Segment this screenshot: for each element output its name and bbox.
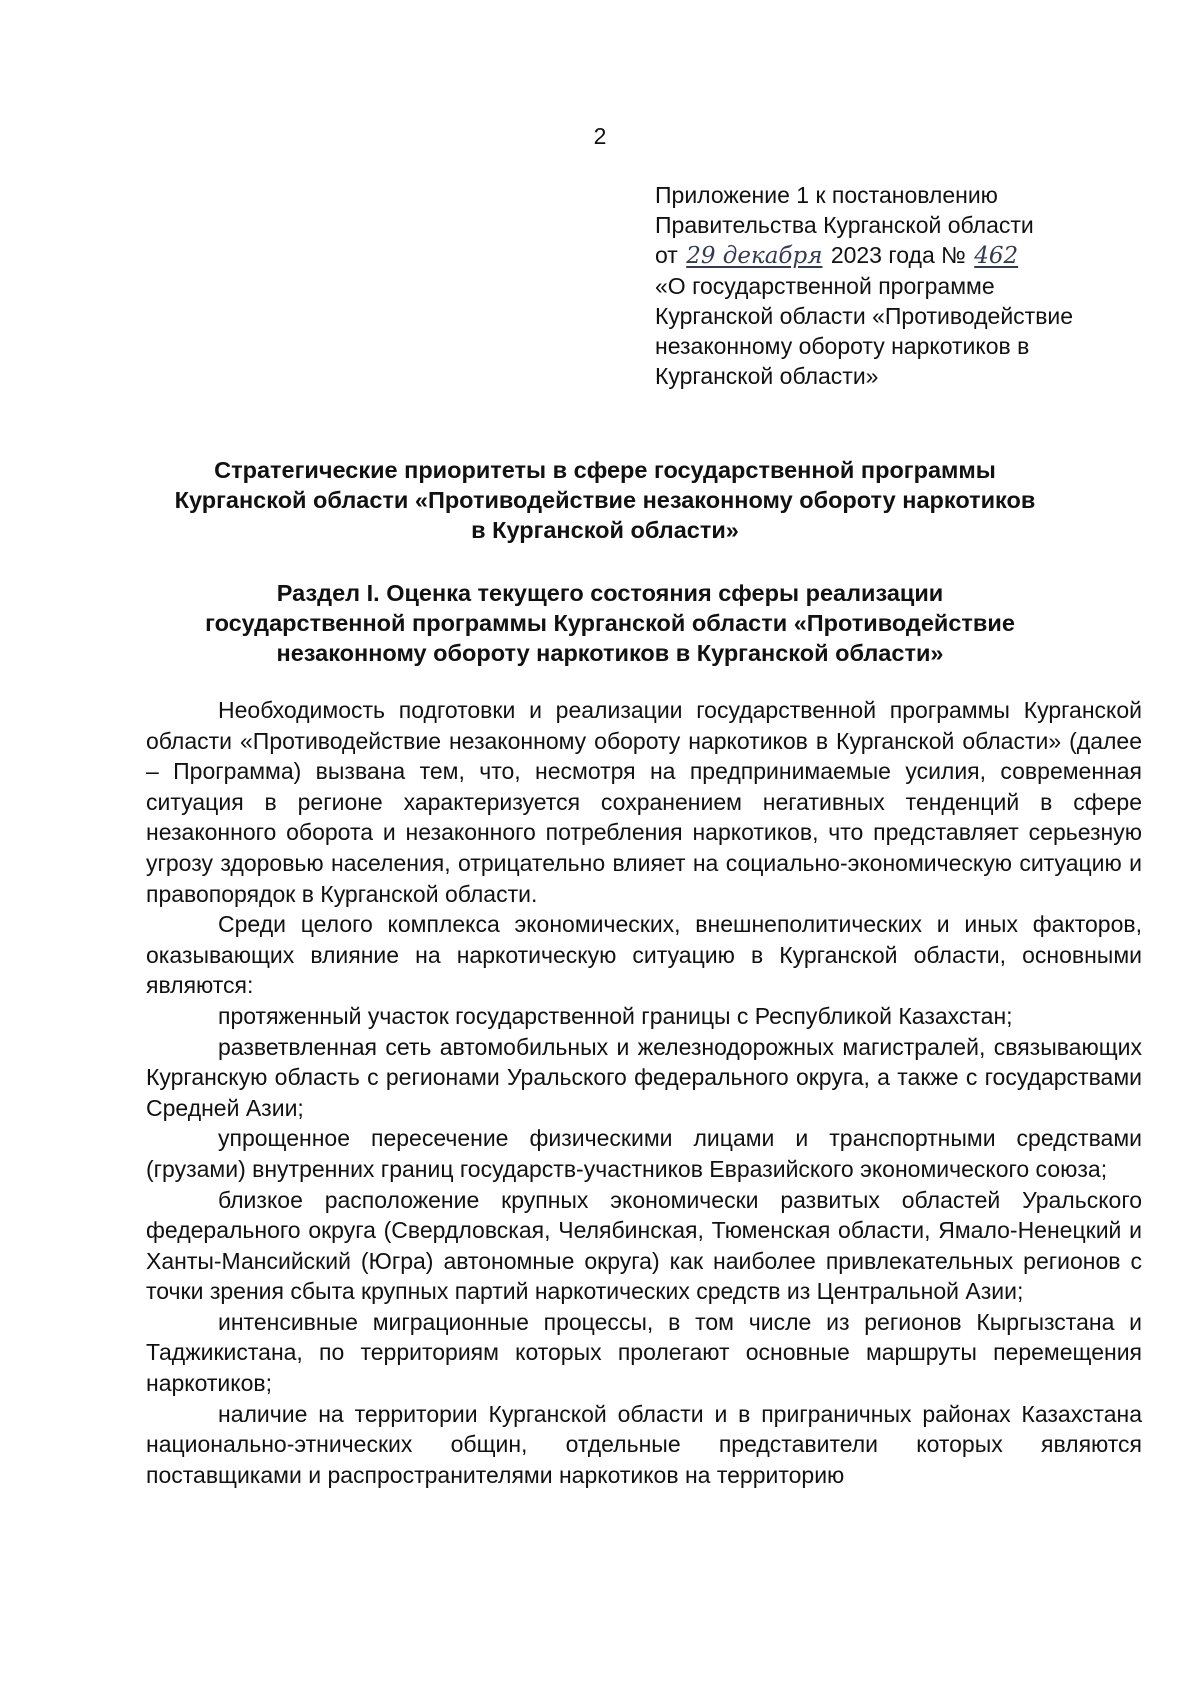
page-number: 2 xyxy=(593,123,607,149)
paragraph-factor-crossing: упрощенное пересечение физическими лицами и транспортными средствами (грузами) внутренних границ государств-участников Евразийского экономического союза; xyxy=(146,1125,1142,1182)
section-heading-line-3: незаконному обороту наркотиков в Курганской области» xyxy=(276,640,944,666)
paragraph-intro: Необходимость подготовки и реализации государственной программы Курганской области «Противодействие незаконному обороту наркотиков в Курганской области» (далее – Программа) вызвана тем, что, несмотря на предпринимаемые усилия, современная ситуация в регионе характеризуется сохранением негативных тенденций в сфере незаконного оборота и незаконного потребления наркотиков, что представляет серьезную угрозу здоровью населения, отрицательно влияет на социально-экономическую ситуацию и правопорядок в Курганской области. xyxy=(146,697,1142,907)
handwritten-number: 462 xyxy=(974,243,1019,269)
appendix-line-5: Курганской области «Противодействие xyxy=(655,303,1074,329)
document-title-line-1: Стратегические приоритеты в сфере государственной программы xyxy=(214,457,996,483)
appendix-line-2: Правительства Курганской области xyxy=(655,212,1034,238)
appendix-year: 2023 года № xyxy=(830,242,966,268)
paragraph-factor-regions: близкое расположение крупных экономически развитых областей Уральского федерального округа (Свердловская, Челябинская, Тюменская области, Ямало-Ненецкий и Ханты-Мансийский (Югра) автономные округа) как наиболее привлекательных регионов с точки зрения сбыта крупных партий наркотических средств из Центральной Азии; xyxy=(146,1186,1142,1305)
appendix-date-prefix: от xyxy=(655,242,678,268)
section-heading-line-2: государственной программы Курганской области «Противодействие xyxy=(205,610,1015,636)
document-title xyxy=(140,455,1070,545)
section-heading-line-1: Раздел I. Оценка текущего состояния сферы реализации xyxy=(276,580,944,606)
appendix-line-1: Приложение 1 к постановлению xyxy=(655,182,998,208)
handwritten-date: 29 декабря xyxy=(686,243,823,269)
appendix-line-3 xyxy=(655,240,1175,271)
paragraph-factors-intro: Среди целого комплекса экономических, внешнеполитических и иных факторов, оказывающих влияние на наркотическую ситуацию в Курганской области, основными являются: xyxy=(146,911,1142,999)
appendix-header xyxy=(655,180,1175,391)
document-title-line-3: в Курганской области» xyxy=(471,517,739,543)
paragraph-factor-roads: разветвленная сеть автомобильных и железнодорожных магистралей, связывающих Курганскую область с регионами Уральского федерального округа, а также с государствами Средней Азии; xyxy=(146,1033,1142,1121)
paragraph-factor-border: протяженный участок государственной границы с Республикой Казахстан; xyxy=(218,1002,1013,1029)
paragraph-factor-communities: наличие на территории Курганской области и в приграничных районах Казахстана национально-этнических общин, отдельные представители которых являются поставщиками и распространителями наркотиков на территорию xyxy=(146,1400,1142,1488)
appendix-line-6: незаконному обороту наркотиков в xyxy=(655,333,1030,359)
section-heading xyxy=(160,578,1060,668)
appendix-line-7: Курганской области» xyxy=(655,363,879,389)
appendix-line-4: «О государственной программе xyxy=(655,273,995,299)
document-title-line-2: Курганской области «Противодействие незаконному обороту наркотиков xyxy=(174,487,1036,513)
paragraph-factor-migration: интенсивные миграционные процессы, в том числе из регионов Кыргызстана и Таджикистана, по территориям которых пролегают основные маршруты перемещения наркотиков; xyxy=(146,1308,1142,1397)
body-text xyxy=(146,695,1142,1490)
